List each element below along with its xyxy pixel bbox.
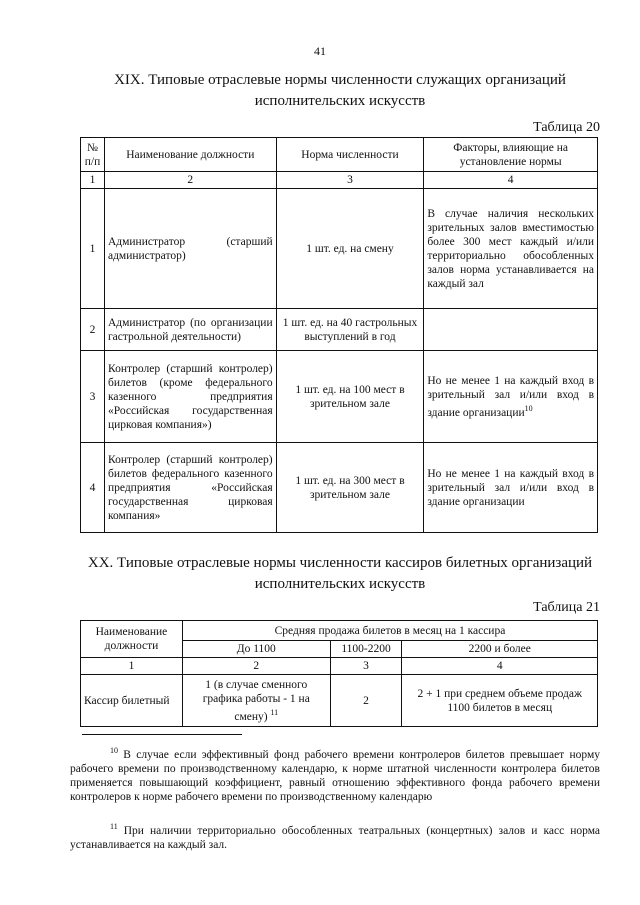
subheader: 1100-2200 xyxy=(330,641,402,658)
factors-cell xyxy=(424,309,598,351)
footnote-number: 11 xyxy=(110,822,118,831)
norm-cell: 1 шт. ед. на 40 гастрольных выступлений в год xyxy=(276,309,424,351)
norm-cell: 1 шт. ед. на 100 мест в зрительном зале xyxy=(276,351,424,443)
footnote-11 xyxy=(70,820,600,852)
factors-cell xyxy=(424,351,598,443)
position-cell: Контролер (старший контролер) билетов (кроме федерального казенного предприятия «Российская государственная цирковая компания») xyxy=(104,351,276,443)
factors-cell: Но не менее 1 на каждый вход в зрительный зал и/или вход в здание организации xyxy=(424,443,598,533)
col-number: 3 xyxy=(276,172,424,189)
header-factors: Факторы, влияющие на установление нормы xyxy=(424,138,598,172)
section-19-title: XIX. Типовые отраслевые нормы численности служащих организаций исполнительских искусств xyxy=(114,72,566,109)
row-number: 3 xyxy=(81,351,105,443)
table-row xyxy=(81,351,598,443)
table-21-caption: Таблица 21 xyxy=(533,600,600,615)
norm-cell: 1 шт. ед. на смену xyxy=(276,189,424,309)
table-row xyxy=(81,443,598,533)
col-number: 4 xyxy=(402,658,598,675)
table-header-row xyxy=(81,621,598,641)
subheader: 2200 и более xyxy=(402,641,598,658)
position-cell: Кассир билетный xyxy=(81,675,183,727)
factors-cell: В случае наличия нескольких зрительных залов вместимостью более 300 мест каждый и/или территориально обособленных залов норма устанавливается на каждый зал xyxy=(424,189,598,309)
footnote-ref: 11 xyxy=(270,707,279,717)
header-num: № п/п xyxy=(81,138,105,172)
col-number: 3 xyxy=(330,658,402,675)
table-header-row xyxy=(81,138,598,172)
header-position: Наименование должности xyxy=(104,138,276,172)
norm-cell xyxy=(182,675,330,727)
footnote-10 xyxy=(70,744,600,804)
table-row xyxy=(81,675,598,727)
footnote-text: В случае если эффективный фонд рабочего времени контролеров билетов превышает норму рабочего времени по производственному календарю, к норме штатной численности контролера билетов применяется повышающий коэффициент, равный отношению эффективного фонда рабочего времени контролеров к норме рабочего времени по производственному календарю xyxy=(70,748,600,803)
header-norm: Норма численности xyxy=(276,138,424,172)
header-avg-sales: Средняя продажа билетов в месяц на 1 кассира xyxy=(182,621,597,641)
factors-text: Но не менее 1 на каждый вход в зрительный зал и/или вход в здание организации xyxy=(427,374,594,419)
column-number-row xyxy=(81,658,598,675)
column-number-row xyxy=(81,172,598,189)
col-number: 2 xyxy=(182,658,330,675)
subheader: До 1100 xyxy=(182,641,330,658)
norm-cell: 2 xyxy=(330,675,402,727)
norm-text: 1 (в случае сменного графика работы - 1 на смену) xyxy=(202,678,310,723)
row-number: 4 xyxy=(81,443,105,533)
col-number: 2 xyxy=(104,172,276,189)
norm-cell: 2 + 1 при среднем объеме продаж 1100 билетов в месяц xyxy=(402,675,598,727)
footnote-number: 10 xyxy=(110,746,118,755)
position-cell: Контролер (старший контролер) билетов федерального казенного предприятия «Российская государственная цирковая компания» xyxy=(104,443,276,533)
row-number: 1 xyxy=(81,189,105,309)
row-number: 2 xyxy=(81,309,105,351)
norm-cell: 1 шт. ед. на 300 мест в зрительном зале xyxy=(276,443,424,533)
footnote-separator xyxy=(82,734,242,735)
col-number: 4 xyxy=(424,172,598,189)
section-20-title: XX. Типовые отраслевые нормы численности кассиров билетных организаций исполнительских искусств xyxy=(87,555,593,592)
col-number: 1 xyxy=(81,658,183,675)
table-20 xyxy=(80,137,598,533)
table-row xyxy=(81,309,598,351)
footnote-ref: 10 xyxy=(524,403,533,413)
table-21 xyxy=(80,620,598,727)
position-cell: Администратор (по организации гастрольной деятельности) xyxy=(104,309,276,351)
col-number: 1 xyxy=(81,172,105,189)
position-cell: Администратор (старший администратор) xyxy=(104,189,276,309)
page-number: 41 xyxy=(314,44,326,58)
footnote-text: При наличии территориально обособленных театральных (концертных) залов и касс норма устанавливается на каждый зал. xyxy=(70,824,600,851)
table-row xyxy=(81,189,598,309)
table-20-caption: Таблица 20 xyxy=(533,120,600,135)
header-position: Наименование должности xyxy=(81,621,183,658)
